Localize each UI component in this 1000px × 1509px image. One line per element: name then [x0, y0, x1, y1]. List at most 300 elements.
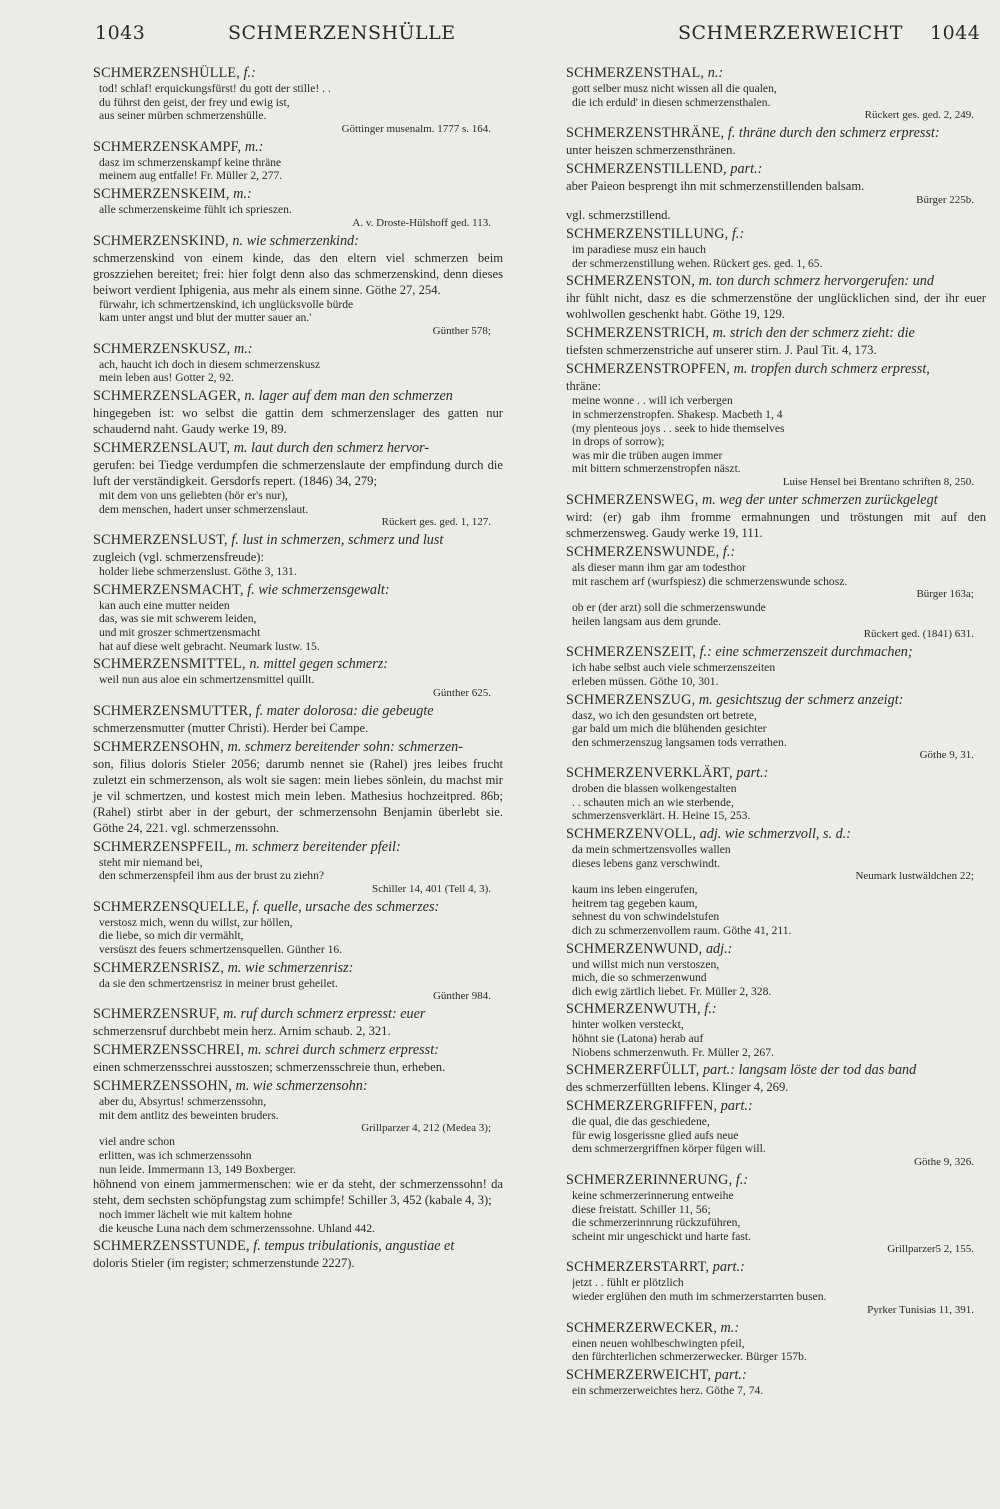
quote-line: ich habe selbst auch viele schmerzenszeiten	[572, 661, 776, 675]
entry-gloss: part.:	[730, 161, 763, 178]
dictionary-entry	[566, 692, 986, 763]
dictionary-entry	[93, 1078, 503, 1235]
quote-line: fürwahr, ich schmertzenskind, ich unglücksvolle bürde	[99, 297, 354, 311]
dictionary-entry	[93, 341, 503, 385]
entry-text: hingegeben ist: wo selbst die gattin dem schmerzenslager des gatten nur schaudernd naht. Gaudy werke 19, 89.	[93, 405, 503, 436]
quote-line: der schmerzenstillung wehen. Rückert ges. ged. 1, 65.	[572, 256, 823, 270]
entry-quote	[93, 298, 503, 325]
quote-line: dich zu schmerzenvollem raum. Göthe 41, 211.	[572, 924, 792, 938]
dictionary-entry	[93, 739, 503, 836]
quote-line: in drops of sorrow);	[572, 435, 665, 449]
entry-headword-line	[566, 1367, 986, 1384]
quote-line: höhnt sie (Latona) herab auf	[572, 1032, 704, 1045]
quote-line: da sie den schmertzensrisz in meiner brust geheilet.	[99, 976, 338, 990]
entry-gloss: n. wie schmerzenkind:	[232, 232, 359, 249]
quote-line: hinter wolken versteckt,	[572, 1018, 684, 1032]
entry-headword-line	[93, 341, 503, 358]
entry-source: Rückert ges. ged. 2, 249.	[864, 109, 974, 122]
quote-line: und mit groszer schmertzensmacht	[99, 625, 261, 639]
quote-line: gar bald um mich die blühenden gesichter	[572, 722, 767, 736]
entry-headword-line	[566, 492, 986, 509]
entry-gloss: f.:	[243, 65, 256, 81]
quote-line: wieder erglühen den muth im schmerzerstarrten busen.	[572, 1289, 827, 1303]
entry-text: des schmerzerfüllten lebens. Klinger 4, 269.	[566, 1080, 789, 1095]
entry-headword: SCHMERZENSSCHREI,	[93, 1042, 245, 1059]
entry-gloss: adj. wie schmerzvoll, s. d.:	[699, 826, 851, 843]
entry-headword: SCHMERZENSMITTEL,	[93, 656, 246, 673]
entry-gloss: n. mittel gegen schmerz:	[249, 656, 389, 673]
entry-headword: SCHMERZENSKAMPF,	[93, 138, 242, 155]
entry-gloss: f. thräne durch den schmerz erpresst:	[727, 125, 940, 142]
entry-headword-line	[566, 273, 986, 290]
entry-source: Göthe 9, 326.	[914, 1155, 974, 1168]
entry-headword-line	[93, 839, 503, 856]
entry-quote	[566, 1384, 986, 1398]
entry-quote	[93, 673, 503, 687]
dictionary-entry	[93, 388, 503, 437]
quote-line: mit dem antlitz des beweinten bruders.	[99, 1108, 279, 1122]
entry-headword-line	[566, 1098, 986, 1115]
entry-gloss: f. lust in schmerzen, schmerz und lust	[231, 532, 444, 549]
page-number-left: 1043	[95, 22, 146, 44]
entry-source: Göthe 9, 31.	[919, 749, 974, 762]
dictionary-entry	[566, 273, 986, 322]
entry-headword: SCHMERZENSKIND,	[93, 232, 229, 249]
entry-headword-line	[93, 440, 503, 457]
entry-headword-line	[566, 1001, 986, 1018]
quote-line: die schmerzerinnrung rückzuführen,	[572, 1216, 741, 1230]
quote-line: in schmerzenstropfen. Shakesp. Macbeth 1, 4	[572, 407, 783, 421]
entry-headword: SCHMERZENSZEIT,	[566, 644, 697, 661]
entry-headword-line	[566, 826, 986, 843]
entry-quote	[93, 977, 503, 991]
entry-text: schmerzenskind von einem kinde, das den eltern viel schmerzen beim groszziehen bereitet; frei: hier folgt denn also das schmerzenskind, denn dieses beiwort verdient Iphigenia, aus mehr als einem sinne. Göthe 27, 254.	[93, 250, 503, 297]
entry-source: Günther 625.	[432, 686, 491, 699]
entry-headword: SCHMERZENSKEIM,	[93, 185, 230, 202]
entry-gloss: m. schmerz bereitender sohn: schmerzen-	[227, 738, 463, 755]
quote-line: kaum ins leben eingerufen,	[572, 883, 698, 897]
dictionary-entry	[566, 1062, 986, 1095]
entry-headword-line	[93, 656, 503, 673]
entry-headword-line	[566, 765, 986, 782]
quote-line: die ich erduld' in diesen schmerzensthalen.	[572, 95, 771, 109]
dictionary-entry	[93, 65, 503, 136]
dictionary-entry	[93, 703, 503, 736]
entry-source: Bürger 163a;	[916, 588, 974, 601]
quote-line: einen neuen wohlbeschwingten pfeil,	[572, 1336, 745, 1350]
entry-headword-line	[566, 1259, 986, 1276]
entry-gloss: part.:	[712, 1259, 745, 1276]
entry-gloss: m. schrei durch schmerz erpresst:	[247, 1042, 439, 1059]
entry-headword-line	[93, 1042, 503, 1059]
entry-gloss: m. schmerz bereitender pfeil:	[234, 838, 401, 855]
entry-quote	[566, 709, 986, 750]
quote-line: das, was sie mit schwerem leiden,	[99, 612, 257, 626]
entry-headword-line	[566, 692, 986, 709]
entry-text: doloris Stieler (im register; schmerzenstunde 2227).	[93, 1256, 355, 1271]
entry-quote	[566, 782, 986, 823]
entry-gloss: part.: langsam löste der tod das band	[703, 1062, 917, 1079]
entry-headword: SCHMERZENSTHRÄNE,	[566, 125, 725, 142]
entry-headword-line	[93, 139, 503, 156]
entry-headword-line	[566, 325, 986, 342]
entry-source: Grillparzer5 2, 155.	[887, 1243, 974, 1256]
entry-headword-line	[93, 1006, 503, 1023]
dictionary-entry	[566, 644, 986, 688]
quote-line: schmerzensverklärt. H. Heine 15, 253.	[572, 809, 751, 823]
quote-line: gott selber musz nicht wissen all die qualen,	[572, 82, 777, 95]
entry-headword: SCHMERZENSWUNDE,	[566, 543, 720, 560]
entry-gloss: m. gesichtszug der schmerz anzeigt:	[698, 691, 904, 708]
quote-line: sehnest du von schwindelstufen	[572, 910, 720, 924]
entry-quote	[93, 156, 503, 183]
entry-quote	[93, 1135, 503, 1176]
entry-text: tiefsten schmerzenstriche auf unserer stirn. J. Paul Tit. 4, 173.	[566, 343, 877, 358]
entry-text: thräne:	[566, 379, 601, 394]
entry-quote	[566, 661, 986, 688]
entry-headword: SCHMERZENSTILLEND,	[566, 161, 727, 178]
entry-headword: SCHMERZENSTON,	[566, 273, 696, 290]
entry-headword: SCHMERZERWECKER,	[566, 1319, 717, 1336]
entry-source: A. v. Droste-Hülshoff ged. 113.	[352, 216, 491, 229]
entry-source: Pyrker Tunisias 11, 391.	[867, 1303, 974, 1316]
entry-gloss: m. tropfen durch schmerz erpresst,	[733, 361, 930, 378]
entry-headword-line	[566, 1062, 986, 1079]
entry-text: wird: (er) gab ihm fromme ermahnungen und tröstungen mit auf den schmerzensweg. Gaudy werke 19, 111.	[566, 509, 986, 540]
entry-source: Neumark lustwäldchen 22;	[855, 870, 974, 883]
quote-line: dich ewig zärtlich liebet. Fr. Müller 2, 328.	[572, 984, 772, 998]
entry-gloss: f.:	[722, 543, 736, 560]
entry-headword: SCHMERZENSSOHN,	[93, 1078, 232, 1095]
entry-quote	[566, 82, 986, 109]
quote-line: (my plenteous joys . . seek to hide themselves	[572, 421, 785, 435]
quote-line: erleben müssen. Göthe 10, 301.	[572, 674, 719, 688]
quote-line: für ewig losgerissne glied aufs neue	[572, 1128, 739, 1142]
quote-line: als dieser mann ihm gar am todesthor	[572, 560, 746, 574]
dictionary-entry	[93, 1238, 503, 1271]
quote-line: scheint mir ungeschickt und harte fast.	[572, 1229, 752, 1243]
entry-quote	[566, 243, 986, 270]
dictionary-entry	[566, 226, 986, 270]
entry-source: Günther 984.	[432, 990, 491, 1003]
dictionary-entry	[566, 1259, 986, 1316]
quote-line: heitrem tag gegeben kaum,	[572, 896, 698, 910]
entry-quote	[566, 1018, 986, 1059]
entry-gloss: part.:	[720, 1098, 753, 1115]
entry-headword: SCHMERZERFÜLLT,	[566, 1062, 700, 1079]
entry-gloss: m. wie schmerzensohn:	[235, 1078, 368, 1095]
quote-line: versüszt des feuers schmertzensquellen. Günther 16.	[99, 943, 343, 957]
entry-quote	[566, 843, 986, 870]
quote-line: holder liebe schmerzenslust. Göthe 3, 131.	[99, 565, 297, 579]
entry-quote	[93, 489, 503, 516]
entry-quote	[93, 856, 503, 883]
entry-gloss: m. ruf durch schmerz erpresst: euer	[223, 1006, 426, 1023]
quote-line: Niobens schmerzenwuth. Fr. Müller 2, 267.	[572, 1045, 774, 1059]
entry-gloss: m. strich den der schmerz zieht: die	[712, 325, 915, 342]
entry-text: schmerzensmutter (mutter Christi). Herder bei Campe.	[93, 720, 369, 735]
entry-source: Grillparzer 4, 212 (Medea 3);	[361, 1122, 491, 1135]
quote-line: was mir die trüben augen immer	[572, 448, 723, 462]
entry-headword-line	[566, 361, 986, 378]
quote-line: die qual, die das geschiedene,	[572, 1115, 710, 1129]
dictionary-entry	[93, 186, 503, 230]
quote-line: noch immer lächelt wie mit kaltem hohne	[99, 1208, 293, 1222]
entry-headword-line	[93, 703, 503, 720]
entry-headword: SCHMERZENSLAGER,	[93, 387, 241, 404]
quote-line: diese freistatt. Schiller 11, 56;	[572, 1202, 711, 1216]
quote-line: du führst den geist, der frey und ewig ist,	[99, 95, 290, 109]
entry-source: Rückert ged. (1841) 631.	[863, 628, 974, 641]
quote-line: steht mir niemand bei,	[99, 855, 203, 869]
entry-headword-line	[566, 941, 986, 958]
quote-line: dem schmerzergriffnen körper fügen will.	[572, 1142, 766, 1156]
quote-line: ein schmerzerweichtes herz. Göthe 7, 74.	[572, 1383, 764, 1397]
entry-text: ihr fühlt nicht, dasz es die schmerzenstöne der unglücklichen sind, der ihr euer wohlwollen geschenkt habt. Göthe 19, 129.	[566, 291, 986, 322]
dictionary-entry	[93, 582, 503, 653]
quote-line: heilen langsam aus dem grunde.	[572, 614, 722, 628]
quote-line: dem menschen, hadert unser schmerzenslaut.	[99, 502, 309, 516]
entry-quote	[93, 565, 503, 579]
entry-text: vgl. schmerzstillend.	[566, 208, 671, 223]
quote-line: ob er (der arzt) soll die schmerzenswunde	[572, 601, 766, 615]
quote-line: dasz im schmerzenskampf keine thräne	[99, 155, 282, 169]
quote-line: ach, haucht ich doch in diesem schmerzenskusz	[99, 357, 321, 371]
entry-headword: SCHMERZENWUTH,	[566, 1001, 701, 1018]
entry-headword-line	[93, 582, 503, 599]
entry-headword-line	[566, 65, 986, 82]
quote-line: . . schauten mich an wie sterbende,	[572, 795, 734, 809]
quote-line: alle schmerzenskeime fühlt ich sprieszen.	[99, 202, 292, 216]
quote-line: mit dem von uns geliebten (hör er's nur),	[99, 488, 288, 502]
entry-quote	[93, 203, 503, 217]
dictionary-entry	[93, 440, 503, 529]
entry-quote	[566, 1337, 986, 1364]
dictionary-entry	[93, 1006, 503, 1039]
quote-line: und willst mich nun verstoszen,	[572, 957, 720, 971]
entry-text: gerufen: bei Tiedge verdumpfen die schmerzenslaute der empfindung durch die luft der verständigkeit. Gersdorfs repert. (1846) 34, 279;	[93, 457, 503, 488]
dictionary-entry	[566, 544, 986, 641]
entry-headword: SCHMERZENSTRICH,	[566, 325, 710, 342]
entry-headword-line	[93, 739, 503, 756]
entry-headword-line	[566, 226, 986, 243]
quote-line: droben die blassen wolkengestalten	[572, 782, 737, 796]
running-head-left: SCHMERZENSHÜLLE	[228, 22, 456, 44]
left-column	[93, 62, 503, 1271]
dictionary-entry	[93, 233, 503, 338]
entry-text: höhnend von einem jammermenschen: wie er da steht, der schmerzenssohn! da steht, dem sechsten schöpfungstag zum schimpfe! Schiller 3, 452 (kabale 4, 3);	[93, 1177, 503, 1208]
entry-quote	[566, 601, 986, 628]
dictionary-entry	[93, 532, 503, 579]
entry-headword-line	[93, 1078, 503, 1095]
quote-line: kan auch eine mutter neiden	[99, 598, 230, 612]
entry-gloss: m. weg der unter schmerzen zurückgelegt	[702, 491, 938, 508]
entry-gloss: m.:	[244, 138, 264, 155]
dictionary-entry	[566, 1172, 986, 1256]
entry-headword: SCHMERZENSKUSZ,	[93, 340, 231, 357]
entry-headword: SCHMERZENSMACHT,	[93, 581, 244, 598]
quote-line: dieses lebens ganz verschwindt.	[572, 856, 721, 870]
entry-quote	[566, 394, 986, 476]
entry-headword: SCHMERZENSRUF,	[93, 1006, 220, 1023]
quote-line: mein leben aus! Gotter 2, 92.	[99, 371, 234, 385]
dictionary-entry	[566, 492, 986, 541]
entry-gloss: n. lager auf dem man den schmerzen	[244, 387, 453, 404]
entry-source: Bürger 225b.	[916, 194, 974, 207]
entry-gloss: m.:	[233, 340, 253, 357]
entry-source: Günther 578;	[432, 324, 491, 337]
entry-quote	[566, 1189, 986, 1243]
dictionary-entry	[566, 765, 986, 823]
entry-headword: SCHMERZENSQUELLE,	[93, 898, 249, 915]
entry-source: Rückert ges. ged. 1, 127.	[381, 516, 491, 529]
entry-quote	[566, 883, 986, 937]
quote-line: kam unter angst und blut der mutter sauer an.'	[99, 311, 312, 325]
dictionary-entry	[566, 1320, 986, 1364]
quote-line: mit bittern schmerzenstropfen näszt.	[572, 462, 741, 476]
entry-headword-line	[93, 186, 503, 203]
entry-headword-line	[93, 388, 503, 405]
entry-gloss: f. mater dolorosa: die gebeugte	[255, 702, 434, 719]
entry-headword-line	[93, 899, 503, 916]
entry-source: Schiller 14, 401 (Tell 4, 3).	[372, 882, 491, 895]
entry-text: zugleich (vgl. schmerzensfreude):	[93, 550, 264, 565]
entry-text: son, filius doloris Stieler 2056; darumb nennet sie (Rahel) jres leibes frucht zuletzt ein schmerzenson, als wolt sie sagen: mein liebes sönlein, du machst mir je vil schmertzen, und kostest mich mein leben. Mathesius hochzeitpred. 86b; (Rahel) stirbt aber in der geburt, der schmerzensohn Benjamin überlebt sie. Göthe 24, 221. vgl. schmerzenssohn.	[93, 756, 503, 835]
entry-gloss: adj.:	[705, 940, 733, 957]
entry-headword: SCHMERZENSWEG,	[566, 491, 699, 508]
quote-line: den schmerzenspfeil ihm aus der brust zu ziehn?	[99, 869, 325, 883]
entry-headword: SCHMERZERINNERUNG,	[566, 1171, 733, 1188]
entry-gloss: f.:	[731, 226, 745, 243]
entry-source: Luise Hensel bei Brentano schriften 8, 250.	[782, 475, 974, 488]
running-head-right: SCHMERZERWEICHT	[678, 22, 903, 44]
entry-headword: SCHMERZENWUND,	[566, 940, 703, 957]
dictionary-entry	[566, 826, 986, 938]
quote-line: mich, die so schmerzenwund	[572, 971, 707, 985]
entry-headword: SCHMERZENSHÜLLE,	[93, 65, 241, 81]
entry-headword: SCHMERZENSTROPFEN,	[566, 361, 731, 378]
dictionary-entry	[566, 1001, 986, 1059]
dictionary-entry	[566, 1367, 986, 1398]
entry-gloss: m.:	[233, 185, 252, 202]
quote-line: jetzt . . fühlt er plötzlich	[572, 1276, 684, 1290]
dictionary-entry	[93, 899, 503, 957]
entry-headword: SCHMERZERWEICHT,	[566, 1366, 712, 1383]
entry-headword: SCHMERZENSOHN,	[93, 738, 224, 755]
entry-gloss: f.:	[735, 1171, 749, 1188]
entry-quote	[93, 916, 503, 957]
entry-headword-line	[566, 1320, 986, 1337]
quote-line: aber du, Absyrtus! schmerzenssohn,	[99, 1095, 267, 1109]
entry-quote	[93, 1208, 503, 1235]
entry-headword-line	[93, 65, 503, 82]
quote-line: da mein schmertzensvolles wallen	[572, 843, 731, 857]
entry-gloss: m. ton durch schmerz hervorgerufen: und	[698, 273, 934, 290]
entry-headword: SCHMERZENSSTUNDE,	[93, 1238, 250, 1255]
entry-headword: SCHMERZENSLUST,	[93, 532, 228, 549]
entry-quote	[93, 1095, 503, 1122]
dictionary-entry	[566, 325, 986, 358]
entry-headword-line	[93, 1238, 503, 1255]
entry-gloss: f.:	[704, 1001, 717, 1018]
dictionary-entry	[93, 839, 503, 896]
quote-line: mit raschem arf (wurfspiesz) die schmerzenswunde schosz.	[572, 574, 848, 588]
entry-gloss: f. wie schmerzensgewalt:	[247, 581, 390, 598]
entry-gloss: m.:	[720, 1319, 740, 1336]
quote-line: den fürchterlichen schmerzerwecker. Bürger 157b.	[572, 1350, 807, 1364]
entry-gloss: f.: eine schmerzenszeit durchmachen;	[699, 644, 913, 661]
entry-headword-line	[566, 644, 986, 661]
entry-gloss: m. laut durch den schmerz hervor-	[233, 439, 430, 456]
quote-line: hat auf diese welt gebracht. Neumark lustw. 15.	[99, 639, 320, 653]
quote-line: im paradiese musz ein hauch	[572, 243, 706, 257]
quote-line: meinem aug entfalle! Fr. Müller 2, 277.	[99, 169, 283, 183]
entry-gloss: f. tempus tribulationis, angustiae et	[253, 1238, 455, 1255]
entry-headword-line	[93, 532, 503, 549]
entry-quote	[566, 958, 986, 999]
quote-line: verstosz mich, wenn du willst, zur höllen,	[99, 915, 293, 929]
right-column	[566, 62, 986, 1397]
entry-headword: SCHMERZENSLAUT,	[93, 439, 231, 456]
entry-headword-line	[93, 960, 503, 977]
entry-headword: SCHMERZERSTARRT,	[566, 1259, 710, 1276]
entry-headword-line	[566, 544, 986, 561]
entry-text: unter heiszen schmerzensthränen.	[566, 143, 736, 158]
entry-headword: SCHMERZENVOLL,	[566, 826, 697, 843]
dictionary-entry	[566, 1098, 986, 1169]
quote-line: die liebe, so mich dir vermählt,	[99, 929, 244, 943]
entry-quote	[566, 561, 986, 588]
page-number-right: 1044	[930, 22, 981, 44]
quote-line: tod! schlaf! erquickungsfürst! du gott der stille! . .	[99, 82, 331, 95]
dictionary-entry	[93, 656, 503, 700]
quote-line: die keusche Luna nach dem schmerzenssohne. Uhland 442.	[99, 1221, 375, 1235]
entry-gloss: part.:	[736, 765, 769, 782]
entry-headword: SCHMERZENSMUTTER,	[93, 702, 253, 719]
entry-headword-line	[93, 233, 503, 250]
dictionary-entry	[93, 1042, 503, 1075]
entry-gloss: part.:	[714, 1366, 747, 1383]
dictionary-entry	[566, 125, 986, 158]
entry-headword: SCHMERZENSTILLUNG,	[566, 226, 729, 243]
entry-headword: SCHMERZENSPFEIL,	[93, 838, 232, 855]
entry-source: Göttinger musenalm. 1777 s. 164.	[341, 122, 491, 135]
dictionary-entry	[566, 161, 986, 223]
quote-line: weil nun aus aloe ein schmertzensmittel quillt.	[99, 673, 315, 687]
quote-line: meine wonne . . will ich verbergen	[572, 394, 733, 408]
quote-line: nun leide. Immermann 13, 149 Boxberger.	[99, 1162, 296, 1176]
dictionary-entry	[93, 960, 503, 1004]
dictionary-entry	[566, 361, 986, 489]
entry-headword: SCHMERZERGRIFFEN,	[566, 1098, 718, 1115]
entry-gloss: f. quelle, ursache des schmerzes:	[252, 898, 440, 915]
entry-headword: SCHMERZENSZUG,	[566, 691, 696, 708]
quote-line: viel andre schon	[99, 1135, 175, 1149]
entry-headword-line	[566, 125, 986, 142]
entry-quote	[566, 1115, 986, 1156]
entry-quote	[93, 599, 503, 653]
entry-headword: SCHMERZENSRISZ,	[93, 959, 225, 976]
entry-headword-line	[566, 1172, 986, 1189]
dictionary-entry	[566, 941, 986, 999]
quote-line: dasz, wo ich den gesundsten ort betrete,	[572, 708, 757, 722]
quote-line: den schmerzenszug langsamen tods verrathen.	[572, 735, 787, 749]
dictionary-entry	[566, 65, 986, 122]
entry-text: einen schmerzensschrei ausstoszen; schmerzensschreie thun, erheben.	[93, 1060, 446, 1075]
quote-line: aus seiner mürben schmerzenshülle.	[99, 109, 267, 123]
entry-gloss: m. wie schmerzenrisz:	[227, 959, 354, 976]
quote-line: erlitten, was ich schmerzenssohn	[99, 1149, 252, 1163]
